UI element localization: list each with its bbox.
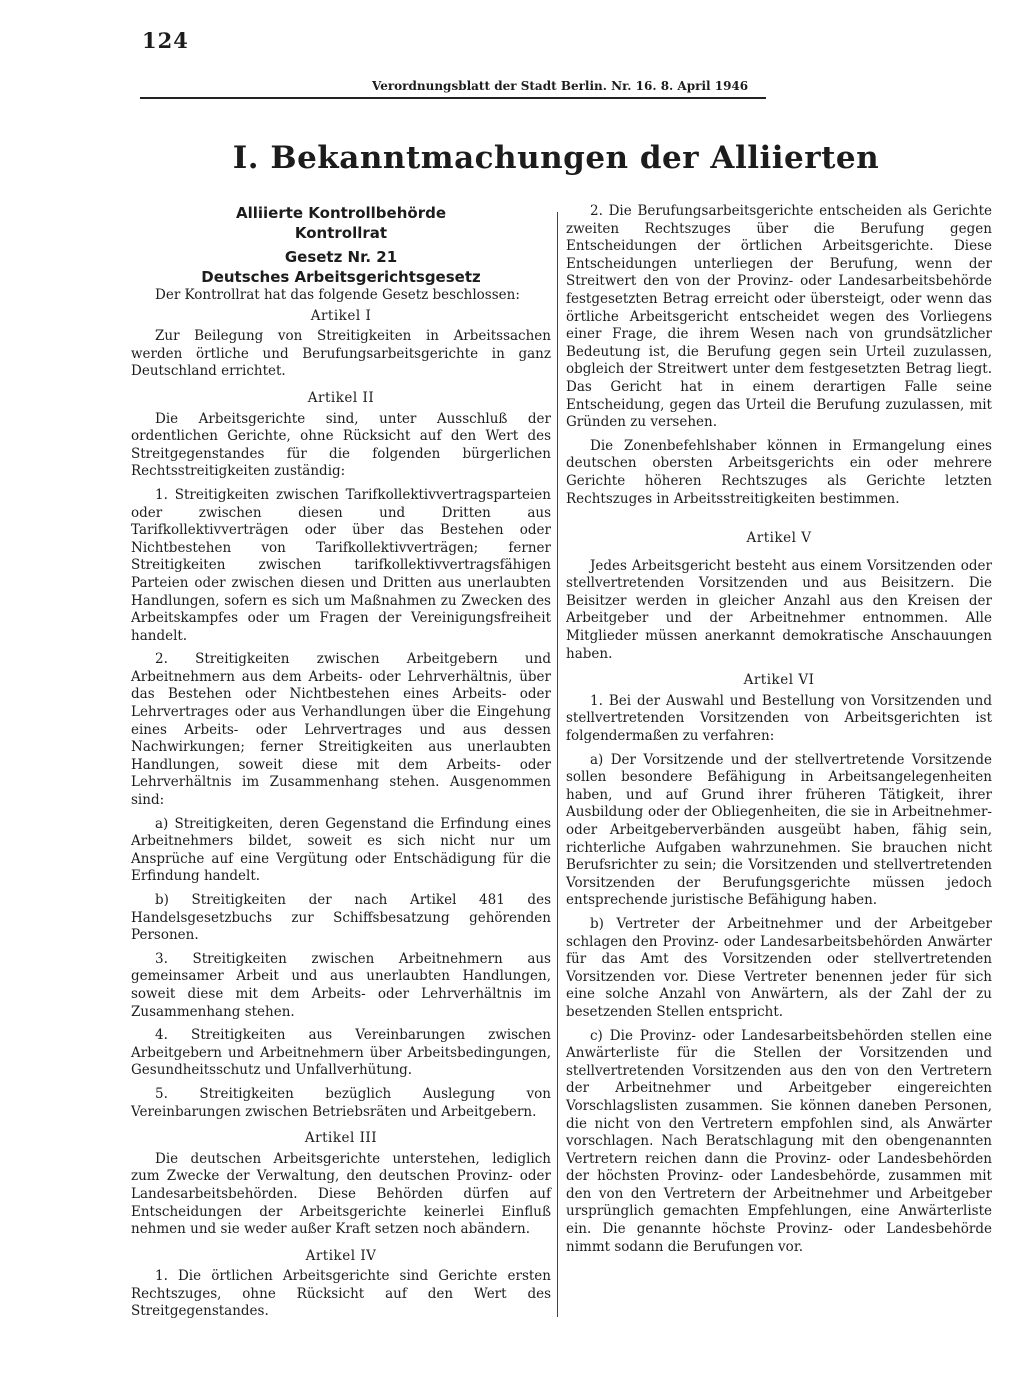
article-heading: Artikel V — [746, 530, 812, 547]
page-number: 124 — [142, 28, 189, 53]
paragraph: a) Streitigkeiten, deren Gegenstand die Erfindung eines Arbeitnehmers bildet, soweit es sich nicht nur um Ansprüche auf eine Vergütung oder Entschädigung für die Erfindung handelt. — [131, 815, 551, 885]
left-column — [131, 203, 551, 1327]
article-heading: Artikel III — [304, 1130, 378, 1147]
paragraph: Zur Beilegung von Streitigkeiten in Arbeitssachen werden örtliche und Berufungsarbeitsgerichte in ganz Deutschland errichtet. — [131, 328, 551, 380]
paragraph: Die Zonenbefehlshaber können in Ermangelung eines deutschen obersten Arbeitsgerichts ein oder mehrere Gerichte höheren Rechtszuges als Gerichte letzten Rechtszuges in Arbeitsstreitigkeiten bestimmen. — [566, 437, 992, 507]
paragraph: 3. Streitigkeiten zwischen Arbeitnehmern aus gemeinsamer Arbeit und aus unerlaubten Handlungen, soweit diese mit dem Arbeits- oder Lehrverhältnis im Zusammenhang stehen. — [131, 950, 551, 1020]
article-heading: Artikel I — [310, 307, 372, 324]
paragraph: Jedes Arbeitsgericht besteht aus einem Vorsitzenden oder stellvertretenden Vorsitzenden und aus Beisitzern. Die Beisitzer werden in gleicher Anzahl aus den Kreisen der Arbeitgeber und der Arbeitnehmer entnommen. Alle Mitglieder müssen anerkannt demokratische Anschauungen haben. — [566, 557, 992, 662]
paragraph: Die deutschen Arbeitsgerichte unterstehen, lediglich zum Zwecke der Verwaltung, den deutschen Provinz- oder Landesarbeitsbehörden. Diese Behörden dürfen auf Entscheidungen der Arbeitsgerichte keinerlei Einfluß nehmen und sie weder außer Kraft setzen noch abändern. — [131, 1150, 551, 1238]
paragraph: b) Streitigkeiten der nach Artikel 481 des Handelsgesetzbuchs zur Schiffsbesatzung gehörenden Personen. — [131, 892, 551, 944]
law-number: Gesetz Nr. 21 — [284, 248, 398, 266]
right-column — [566, 203, 992, 1262]
article-heading: Artikel IV — [305, 1247, 377, 1264]
paragraph: 1. Die örtlichen Arbeitsgerichte sind Gerichte ersten Rechtszuges, ohne Rücksicht auf den Wert des Streitgegenstandes. — [131, 1268, 551, 1320]
paragraph: 2. Die Berufungsarbeitsgerichte entscheiden als Gerichte zweiten Rechtszuges über die Berufung gegen Entscheidungen der örtlichen Arbeitsgerichte. Diese Entscheidungen unterliegen der Berufung, wenn der Streitwert den von der Provinz- oder Landesarbeitsbehörde festgesetzten Betrag erreicht oder übersteigt, oder wenn das örtliche Arbeitsgericht entscheidet wegen des Vorliegens einer Frage, die ihrem Wesen nach von grundsätzlicher Bedeutung ist, die Berufung gegen sein Urteil zuzulassen, obgleich der Streitwert unter dem festgesetzten Betrag liegt. Das Gericht hat in einem derartigen Falle seine Entscheidung, gegen das Urteil die Berufung zuzulassen, mit Gründen zu versehen. — [566, 203, 992, 431]
law-council: Kontrollrat — [294, 224, 388, 242]
running-header: Verordnungsblatt der Stadt Berlin. Nr. 16. 8. April 1946 — [372, 79, 749, 93]
section-title: I. Bekanntmachungen der Alliierten — [232, 140, 880, 176]
column-divider — [557, 212, 558, 1317]
law-intro: Der Kontrollrat hat das folgende Gesetz beschlossen: — [155, 287, 520, 303]
paragraph: 1. Streitigkeiten zwischen Tarifkollektivvertragsparteien oder zwischen diesen und Dritten aus Tarifkollektivverträgen oder über das Bestehen oder Nichtbestehen von Tarifkollektivverträgen; ferner Streitigkeiten zwischen tarifkollektivvertragsfähigen Parteien oder zwischen diesen und Dritten aus unerlaubten Handlungen, sofern es sich um Maßnahmen zu Zwecken des Arbeitskampfes oder um Fragen der Vereinigungsfreiheit handelt. — [131, 486, 551, 644]
paragraph: 4. Streitigkeiten aus Vereinbarungen zwischen Arbeitgebern und Arbeitnehmern über Arbeitsbedingungen, Gesundheitsschutz und Unfallverhütung. — [131, 1027, 551, 1079]
paragraph: 5. Streitigkeiten bezüglich Auslegung von Vereinbarungen zwischen Betriebsräten und Arbeitgebern. — [131, 1085, 551, 1120]
paragraph: a) Der Vorsitzende und der stellvertretende Vorsitzende sollen besondere Befähigung in Arbeitsangelegenheiten haben, und auf Grund ihrer früheren Tätigkeit, ihrer Ausbildung oder der Obliegenheiten, die sie in Arbeitnehmer- oder Arbeitgeberverbänden ausgeübt haben, fähig sein, richterliche Aufgaben wahrzunehmen. Sie brauchen nicht Berufsrichter zu sein; die Vorsitzenden und stellvertretenden Vorsitzenden der Berufungsgerichte müssen jedoch entsprechende juristische Befähigung haben. — [566, 751, 992, 909]
paragraph: c) Die Provinz- oder Landesarbeitsbehörden stellen eine Anwärterliste für die Stellen der Vorsitzenden und stellvertretenden Vorsitzenden aus den von den Vertretern der Arbeitnehmer und Arbeitgeber eingereichten Vorschlagslisten zusammen. Sie können daneben Personen, die nicht von den Vertretern empfohlen sind, als Anwärter vorschlagen. Nach Beratschlagung mit den obengenannten Vertretern reichen dann die Provinz- oder Landesbehörden der höchsten Provinz- oder Landesbehörde, zusammen mit den von den Vertretern der Arbeitnehmer und Arbeitgeber ursprünglich gemachten Empfehlungen, eine Anwärterliste ein. Die genannte höchste Provinz- oder Landesbehörde nimmt sodann die Berufungen vor. — [566, 1027, 992, 1255]
paragraph: 2. Streitigkeiten zwischen Arbeitgebern und Arbeitnehmern aus dem Arbeits- oder Lehrverhältnis, über das Bestehen oder Nichtbestehen eines Arbeits- oder Lehrvertrages oder aus Verhandlungen über die Eingehung eines Arbeits- oder Lehrvertrages und aus dessen Nachwirkungen; ferner Streitigkeiten aus unerlaubten Handlungen, soweit diese mit dem Arbeits- oder Lehrverhältnis im Zusammenhang stehen. Ausgenommen sind: — [131, 651, 551, 809]
paragraph: b) Vertreter der Arbeitnehmer und der Arbeitgeber schlagen den Provinz- oder Landesarbeitsbehörden Anwärter für das Amt des Vorsitzenden oder stellvertretenden Vorsitzenden vor. Diese Vertreter benennen jeder für sich eine solche Anzahl von Anwärtern, als der Zahl der zu besetzenden Stellen entspricht. — [566, 915, 992, 1020]
law-name: Deutsches Arbeitsgerichtsgesetz — [201, 268, 481, 286]
header-rule — [140, 97, 766, 99]
article-heading: Artikel VI — [743, 672, 815, 689]
paragraph: 1. Bei der Auswahl und Bestellung von Vorsitzenden und stellvertretenden Vorsitzenden von Arbeitsgerichten ist folgendermaßen zu verfahren: — [566, 692, 992, 745]
article-heading: Artikel II — [307, 389, 375, 406]
paragraph: Die Arbeitsgerichte sind, unter Ausschluß der ordentlichen Gerichte, ohne Rücksicht auf den Wert des Streitgegenstandes für die folgenden bürgerlichen Rechtsstreitigkeiten zuständig: — [131, 410, 551, 480]
law-authority: Alliierte Kontrollbehörde — [235, 204, 446, 222]
